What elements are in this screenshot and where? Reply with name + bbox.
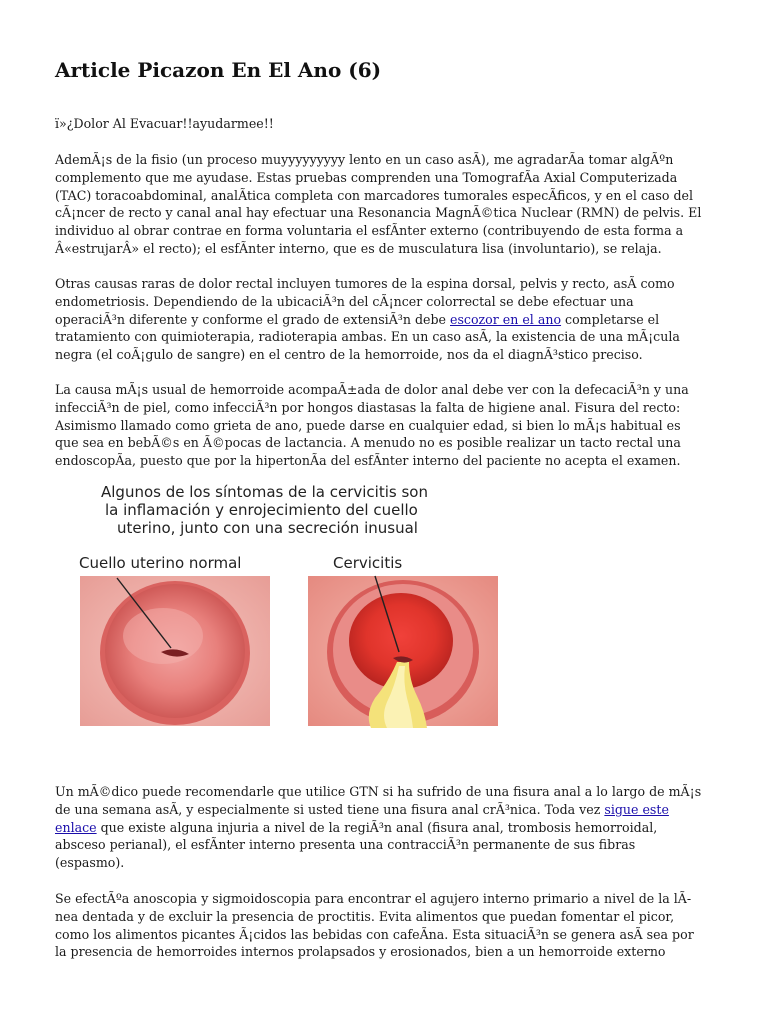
article-subtitle: ï»¿Dolor Al Evacuar!!ayudarmee!! <box>55 116 274 131</box>
paragraph-2-text-a: Otras causas raras de dolor rectal incluyen tumores de la espina dorsal, pelvis y recto, asÃ como endometriosis. Dependiendo de la ubicaciÃ³n del cÃ¡ncer colorrectal se debe efectuar una operaciÃ³n diferente y conforme el grado de extensiÃ³n debe <box>55 276 675 327</box>
paragraph-2-text-b: completarse el tratamiento con quimioterapia, radioterapia ambas. En un caso asÃ, la existencia de una mÃ¡cula negra (el coÃ¡gulo de sangre) en el centro de la hemorroide, nos da el diagnÃ³stico preciso. <box>55 311 680 363</box>
figure-caption-line-1: Algunos de los síntomas de la cervicitis son <box>101 483 428 501</box>
article-title: Article Picazon En El Ano (6) <box>55 58 382 82</box>
sigue-este-link-part-2[interactable]: enlace <box>55 819 97 835</box>
normal-cervix-illustration <box>80 576 270 726</box>
paragraph-1: AdemÃ¡s de la fisio (un proceso muyyyyyyyyy lento en un caso asÃ), me agradarÃa tomar algÃºn complemento que me ayudase. Estas pruebas comprenden una TomografÃa Axial Computerizada (TAC) toracoabdominal, analÃtica completa con marcadores tumorales especÃficos, y en el caso del cÃ¡ncer de recto y canal anal hay efectuar una Resonancia MagnÃ©tica Nuclear (RMN) de pelvis. El individuo al obrar contrae en forma voluntaria el esfÃnter externo (contribuyendo de esta forma a Â«estrujarÂ» el recto); el esfÃnter interno, que es de musculatura lisa (involuntario), se relaja. <box>55 152 702 256</box>
cervicitis-figure <box>75 476 515 766</box>
figure-caption-line-2: la inflamación y enrojecimiento del cuello <box>105 501 418 519</box>
cervicitis-cervix-illustration <box>308 576 498 728</box>
paragraph-3: La causa mÃ¡s usual de hemorroide acompaÃ±ada de dolor anal debe ver con la defecaciÃ³n y una infecciÃ³n de piel, como infecciÃ³n por hongos diastasas la falta de higiene anal. Fisura del recto: Asimismo llamado como grieta de ano, puede darse en cualquier edad, si bien lo mÃ¡s habitual es que sea en bebÃ©s en Ã©pocas de lactancia. A menudo no es posible realizar un tacto rectal una endoscopÃa, puesto que por la hipertonÃa del esfÃnter interno del paciente no acepta el examen. <box>55 382 689 469</box>
paragraph-2 <box>55 275 715 364</box>
label-cervicitis: Cervicitis <box>333 554 403 572</box>
paragraph-4 <box>55 783 715 872</box>
paragraph-4-text-b: que existe alguna injuria a nivel de la regiÃ³n anal (fisura anal, trombosis hemorroidal, absceso perianal), el esfÃnter interno presenta una contracciÃ³n permanente de sus fibras (espasmo). <box>55 819 658 871</box>
figure-caption-line-3: uterino, junto con una secreción inusual <box>117 519 418 537</box>
escozor-link[interactable]: escozor en el ano <box>450 311 562 327</box>
paragraph-5: Se efectÃºa anoscopia y sigmoidoscopia para encontrar el agujero interno primario a nivel de la lÃ- nea dentada y de excluir la presencia de proctitis. Evita alimentos que puedan fomentar el picor, como los alimentos picantes Ã¡cidos las bebidas con cafeÃna. Esta situaciÃ³n se genera asÃ sea por la presencia de hemorroides internos prolapsados y erosionados, bien a un hemorroide externo <box>55 891 694 960</box>
paragraph-4-text-a: Un mÃ©dico puede recomendarle que utilice GTN si ha sufrido de una fisura anal a lo largo de mÃ¡s de una semana asÃ, y especialmente si usted tiene una fisura anal crÃ³nica. Toda vez <box>55 784 702 817</box>
label-normal-cervix: Cuello uterino normal <box>79 554 242 572</box>
sigue-este-link-part-1[interactable]: sigue este <box>604 801 669 817</box>
cervicitis-illustration <box>75 476 515 766</box>
